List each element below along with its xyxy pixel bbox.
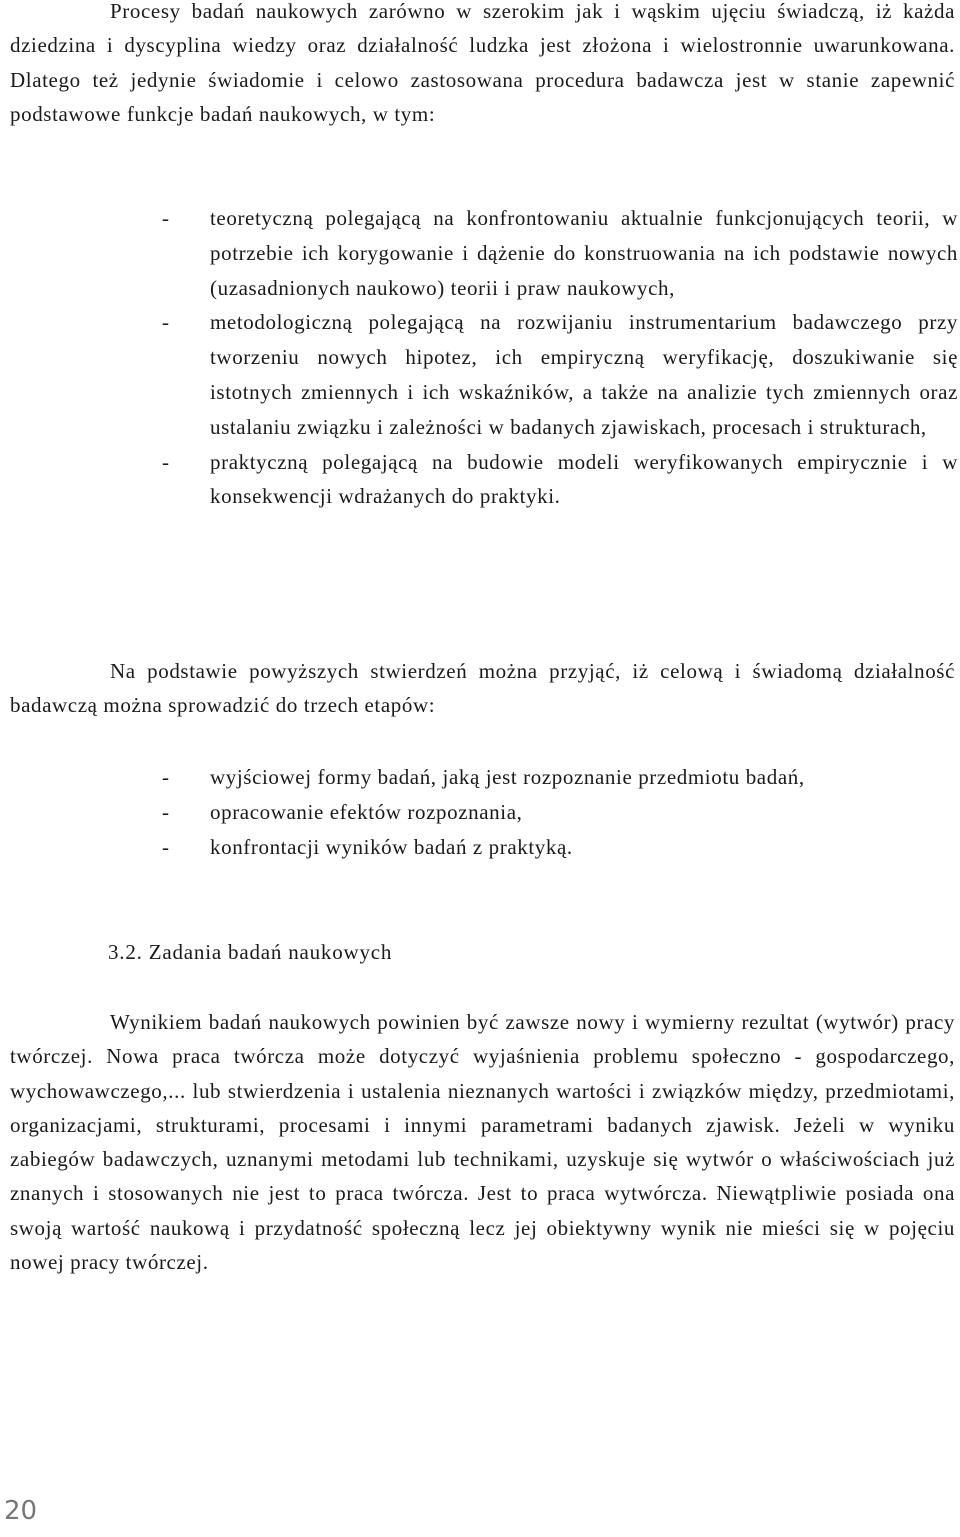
intro-paragraph: Procesy badań naukowych zarówno w szerokim jak i wąskim ujęciu świadczą, iż każda dziedzina i dyscyplina wiedzy oraz działalność ludzka jest złożona i wielostronnie uwarunkowana. Dlatego też jedynie świadomie i celowo zastosowana procedura badawcza jest w stanie zapewnić podstawowe funkcje badań naukowych, w tym: — [10, 0, 955, 126]
list-item — [150, 795, 958, 830]
list-dash: - — [162, 206, 170, 230]
stage-processing: opracowanie efektów rozpoznania, — [210, 799, 523, 824]
list-dash: - — [162, 765, 170, 789]
list-dash: - — [162, 449, 170, 474]
list-item — [150, 445, 958, 515]
list-dash: - — [162, 799, 170, 824]
stage-initial: wyjściowej formy badań, jaką jest rozpoznanie przedmiotu badań, — [210, 765, 805, 789]
research-functions-list — [150, 201, 958, 514]
list-dash: - — [162, 834, 170, 859]
list-item — [150, 305, 958, 444]
section-heading: 3.2. Zadania badań naukowych — [108, 940, 393, 964]
research-tasks-paragraph: Wynikiem badań naukowych powinien być zawsze nowy i wymierny rezultat (wytwór) pracy twórczej. Nowa praca twórcza może dotyczyć wyjaśnienia problemu społeczno - gospodarczego, wychowawczego,... lub stwierdzenia i ustalenia nieznanych wartości i związków między, przedmiotami, organizacjami, strukturami, procesami i innymi parametrami badanych zjawisk. Jeżeli w wyniku zabiegów badawczych, uznanymi metodami lub technikami, uzyskuje się wytwór o właściwościach już znanych i stosowanych nie jest to praca twórcza. Jest to praca wytwórcza. Niewątpliwie posiada ona swoją wartość naukową i przydatność społeczną lecz jej obiektywny wynik nie mieści się w pojęciu nowej pracy twórczej. — [10, 1010, 955, 1275]
list-item — [150, 201, 958, 305]
function-practical: praktyczną polegającą na budowie modeli weryfikowanych empirycznie i w konsekwencji wdrażanych do praktyki. — [210, 449, 958, 509]
stage-confrontation: konfrontacji wyników badań z praktyką. — [210, 834, 573, 859]
list-item — [150, 830, 958, 865]
list-dash: - — [162, 310, 170, 335]
list-item — [150, 760, 958, 795]
stages-intro-paragraph: Na podstawie powyższych stwierdzeń można przyjąć, iż celową i świadomą działalność badawczą można sprowadzić do trzech etapów: — [10, 659, 955, 718]
page-number: 20 — [4, 1496, 38, 1526]
function-methodological: metodologiczną polegającą na rozwijaniu instrumentarium badawczego przy tworzeniu nowych hipotez, ich empiryczną weryfikację, doszukiwanie się istotnych zmiennych i ich wskaźników, a także na analizie tych zmiennych oraz ustalaniu związku i zależności w badanych zjawiskach, procesach i strukturach, — [210, 310, 958, 439]
function-theoretical: teoretyczną polegającą na konfrontowaniu aktualnie funkcjonujących teorii, w potrzebie ich korygowanie i dążenie do konstruowania na ich podstawie nowych (uzasadnionych naukowo) teorii i praw naukowych, — [210, 206, 958, 300]
research-stages-list — [150, 760, 958, 864]
